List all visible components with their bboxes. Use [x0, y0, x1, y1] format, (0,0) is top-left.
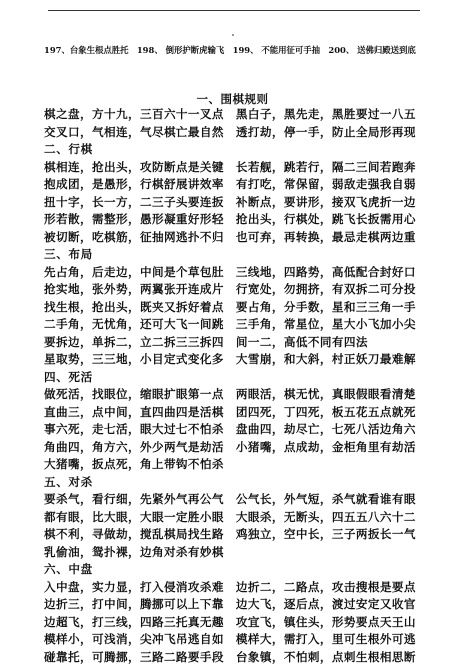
text-line: 棋不利，寻做劫，搅乱棋局找生路 鸡独立，空中长，三子两扳长一气	[44, 526, 436, 544]
subsection-heading: 三、布局	[44, 246, 436, 264]
text-line: 入中盘，实力显，打入侵消攻杀难 边折二，二路点，攻击搜根是要点	[44, 579, 436, 597]
text-line: 做死活，找眼位，缩眼扩眼第一点 两眼活，棋无忧，真眼假眼看清楚	[44, 386, 436, 404]
text-line: 先占角，后走边，中间是个草包肚 三线地，四路势，高低配合封好口	[44, 264, 436, 282]
body-text	[44, 106, 436, 666]
scan-dot	[232, 34, 234, 36]
text-line: 找生根，抢出头，既夹又拆好着点 要占角，分手数，星和三三角一手	[44, 299, 436, 317]
header-line: 197、台象生根点胜托 198、 倒形护断虎输飞 199、 不能用征可手抽 200、 送佛归殿送到底	[44, 44, 439, 56]
text-line: 被切断，吃棋筋，征抽网逃扑不归 也可弃，再转换，最忌走棋两边重	[44, 229, 436, 247]
text-line: 模样小，可浅消，尖冲飞吊逃自如 模样大，需打入，里可生根外可逃	[44, 631, 436, 649]
text-line: 角曲四，角方六，外少两气是劫活 小猪嘴，点成劫，金柜角里有劫活	[44, 439, 436, 457]
text-line: 扭十字，长一方，二三子头要连扳 补断点，要讲形，接双飞虎折一边	[44, 194, 436, 212]
text-line: 直曲三，点中间，直四曲四是活棋 团四死，丁四死，板五花五点就死	[44, 404, 436, 422]
text-line: 边超飞，打三线，四路三托真无趣 攻宜飞，镇住头，形势要点天王山	[44, 614, 436, 632]
text-line: 星取势，三三地，小目定式变化多 大雪崩，和大斜，村正妖刀最难解	[44, 351, 436, 369]
top-rule	[48, 10, 420, 11]
subsection-heading: 二、行棋	[44, 141, 436, 159]
text-line: 事六死，走七活，眼大过七不怕杀 盘曲四，劫尽亡，七死八活边角六	[44, 421, 436, 439]
text-line: 棋之盘，方十九，三百六十一叉点 黑白子，黑先走，黑胜要过一八五	[44, 106, 436, 124]
text-line: 要拆边，单拆二，立二拆三三拆四 间一二，高低不同有四法	[44, 334, 436, 352]
text-line: 要杀气，看行细，先紧外气再公气 公气长，外气短，杀气就看谁有眼	[44, 491, 436, 509]
text-line: 形若散，需整形，愚形凝重好形轻 抢出头，行棋处，跳飞长扳需用心	[44, 211, 436, 229]
subsection-heading: 五、对杀	[44, 474, 436, 492]
subsection-heading: 六、中盘	[44, 561, 436, 579]
text-line: 棋相连，抢出头，攻防断点是关键 长若舰，跳若行，隔二三间若跑奔	[44, 159, 436, 177]
text-line: 交叉口，气相连，气尽棋亡最自然 透打劫，停一手，防止全局形再现	[44, 124, 436, 142]
text-line: 抱成团，是愚形，行棋舒展讲效率 有打吃，常保留，弱敌走强我自弱	[44, 176, 436, 194]
text-line: 边折三，打中间，腾挪可以上下靠 边大飞，逐后点，渡过安定又收官	[44, 596, 436, 614]
text-line: 都有眼，比大眼，大眼一定胜小眼 大眼杀，无断头，四五五八六十二	[44, 509, 436, 527]
text-line: 大猪嘴，扳点死，角上带钩不怕杀	[44, 456, 436, 474]
text-line: 抢实地，张外势，两翼张开连成片 行宽处，勿拥挤，有双拆二可分投	[44, 281, 436, 299]
subsection-heading: 四、死活	[44, 369, 436, 387]
text-line: 乳偷油，鸳扑裸，边角对杀有妙棋	[44, 544, 436, 562]
text-line: 二手角，无忧角，还可大飞一间跳 三手角，常星位，星大小飞加小尖	[44, 316, 436, 334]
text-line: 碰靠托，可腾挪，三路二路要手段 台象镇，不怕刺，点刺生根相思断	[44, 649, 436, 666]
section-title: 一、围棋规则	[0, 92, 465, 106]
